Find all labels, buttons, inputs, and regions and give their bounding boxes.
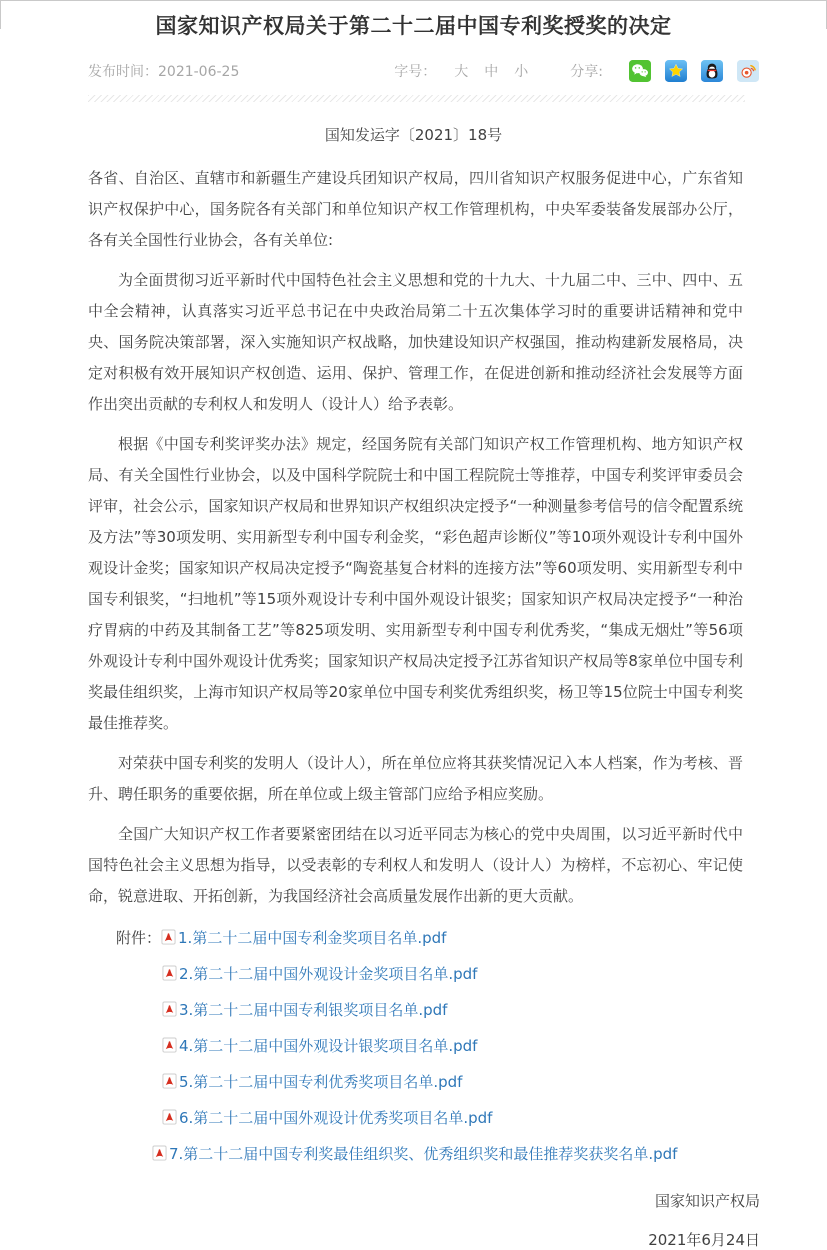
paragraph-awards: 根据《中国专利奖评奖办法》规定，经国务院有关部门知识产权工作管理机构、地方知识产权局、有关全国性行业协会，以及中国科学院院士和中国工程院院士等推荐，中国专利奖评审委员会评审，社会公示，国家知识产权局和世界知识产权组织决定授予“一种测量参考信号的信令配置系统及方法”等30项发明、实用新型专利中国专利金奖，“彩色超声诊断仪”等10项外观设计专利中国外观设计金奖；国家知识产权局决定授予“陶瓷基复合材料的连接方法”等60项发明、实用新型专利中国专利银奖，“扫地机”等15项外观设计专利中国外观设计银奖；国家知识产权局决定授予“一种治疗胃病的中药及其制备工艺”等825项发明、实用新型专利中国专利优秀奖，“集成无烟灶”等56项外观设计专利中国外观设计优秀奖；国家知识产权局决定授予江苏省知识产权局等8家单位中国专利奖最佳组织奖，上海市知识产权局等20家单位中国专利奖优秀组织奖，杨卫等15位院士中国专利奖最佳推荐奖。 [88,435,743,732]
pdf-icon [161,929,176,945]
document-number: 国知发运字〔2021〕18号 [324,126,503,144]
signature: 国家知识产权局 [654,1192,760,1210]
attachment-link-1[interactable]: 1.第二十二届中国专利金奖项目名单.pdf [178,928,447,947]
share-label: 分享: [570,64,603,80]
pdf-icon [162,1073,177,1089]
pdf-icon [162,1001,177,1017]
attachment-link-6[interactable]: 6.第二十二届中国外观设计优秀奖项目名单.pdf [179,1108,493,1127]
signature-date: 2021年6月24日 [648,1231,760,1249]
attachment-row [162,998,743,1020]
font-size-label: 字号： [394,64,437,80]
attachment-row [152,1142,743,1164]
attachment-row [162,1070,743,1092]
pdf-icon [162,1037,177,1053]
paragraph-recipients: 各省、自治区、直辖市和新疆生产建设兵团知识产权局，四川省知识产权服务促进中心，广东省知识产权保护中心，国务院各有关部门和单位知识产权工作管理机构，中央军委装备发展部办公厅，各有关全国性行业协会，各有关单位: [88,169,743,249]
font-size-option-medium[interactable]: 中 [484,64,499,80]
attachment-row [162,1106,743,1128]
attachment-row [162,962,743,984]
font-size-option-small[interactable]: 小 [514,64,529,80]
qq-share-button[interactable] [701,60,723,82]
publish-time [88,61,239,81]
share-icon-group [615,60,759,82]
qq-icon [701,60,723,82]
pdf-icon [162,965,177,981]
paragraph-call: 全国广大知识产权工作者要紧密团结在以习近平同志为核心的党中央周围，以习近平新时代中国特色社会主义思想为指导，以受表彰的专利权人和发明人（设计人）为榜样，不忘初心、牢记使命，锐意进取、开拓创新，为我国经济社会高质量发展作出新的更大贡献。 [88,825,743,905]
attachment-link-4[interactable]: 4.第二十二届中国外观设计银奖项目名单.pdf [179,1036,478,1055]
page-title: 国家知识产权局关于第二十二届中国专利奖授奖的决定 [155,14,672,38]
document-body [88,163,743,912]
qzone-share-button[interactable] [665,60,687,82]
pdf-icon [152,1145,167,1161]
paragraph-purpose: 为全面贯彻习近平新时代中国特色社会主义思想和党的十九大、十九届二中、三中、四中、五中全会精神，认真落实习近平总书记在中央政治局第二十五次集体学习时的重要讲话精神和党中央、国务院决策部署，深入实施知识产权战略，加快建设知识产权强国，推动构建新发展格局，决定对积极有效开展知识产权创造、运用、保护、管理工作，在促进创新和推动经济社会发展等方面作出突出贡献的专利权人和发明人（设计人）给予表彰。 [88,271,743,413]
weibo-share-button[interactable] [737,60,759,82]
attachment-row [162,1034,743,1056]
wechat-icon [629,60,651,82]
qzone-icon [665,60,687,82]
attachment-link-5[interactable]: 5.第二十二届中国专利优秀奖项目名单.pdf [179,1072,463,1091]
hatched-divider [88,95,745,102]
attachment-row [116,926,743,948]
paragraph-records: 对荣获中国专利奖的发明人（设计人），所在单位应将其获奖情况记入本人档案，作为考核、晋升、聘任职务的重要依据，所在单位或上级主管部门应给予相应奖励。 [88,754,743,803]
attachments-label: 附件： [116,928,162,947]
attachments-section [116,926,743,1164]
document-footer [0,1190,760,1250]
publish-time-value: 2021-06-25 [158,64,240,80]
font-size-option-large[interactable]: 大 [454,64,469,80]
attachment-link-7[interactable]: 7.第二十二届中国专利奖最佳组织奖、优秀组织奖和最佳推荐奖获奖名单.pdf [169,1144,678,1163]
frame-edge-left [0,1,1,29]
meta-bar [88,60,759,82]
publish-time-label: 发布时间： [88,64,158,80]
attachment-link-2[interactable]: 2.第二十二届中国外观设计金奖项目名单.pdf [179,964,478,983]
pdf-icon [162,1109,177,1125]
weibo-icon [737,60,759,82]
wechat-share-button[interactable] [629,60,651,82]
attachment-link-3[interactable]: 3.第二十二届中国专利银奖项目名单.pdf [179,1000,448,1019]
